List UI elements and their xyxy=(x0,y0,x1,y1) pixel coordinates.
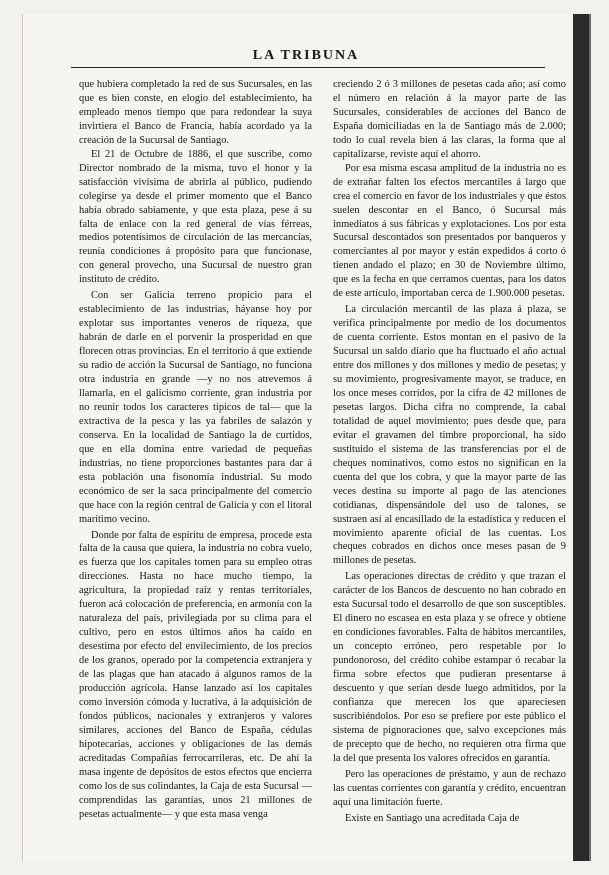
paragraph: Por esa misma escasa amplitud de la industria no es de extrañar falten los efectos mercantiles á largo que crea el comercio en favor de los industriales y que éstos suelen descontar en el Banco, ó Sucursal más inmediatos á sus fábricas y explotaciones. Los por esta Sucursal descontados son presentados por banqueros y comerciantes al por mayor y están expedidos á corto ó tienen andado el plazo; en 30 de Noviembre último, que es la fecha en que cerramos cuentas, para los datos de este artículo, importaban cerca de 1.900.000 pesetas. xyxy=(333,162,566,300)
paragraph: Existe en Santiago una acreditada Caja de xyxy=(345,812,520,824)
newspaper-page xyxy=(22,14,591,861)
paragraph: creciendo 2 ó 3 millones de pesetas cada año; así como el número en relación á la mayor parte de las Sucursales, considerables de acciones del Banco de España domiciliadas en la de Santiago más de 2.000; todo lo cual revela bien á las claras, la forma que al capitalizarse, reviste aquí el ahorro. xyxy=(333,79,566,160)
paragraph: Con ser Galicia terreno propicio para el establecimiento de las industrias, háyanse hoy por explotar sus importantes veneros de riqueza, que habrán de darle en el porvenir la prosperidad en que florecen otras provincias. En el territorio á que extiende su radio de acción la Sucursal de Santiago, no funciona otra industria en grande —y no nos atrevemos á llamarla, en el galicismo corriente, gran industria por no reunir todos los caracteres típicos de tal— que la extractiva de la pesca y las ya fabriles de salazón y conserva. En la localidad de Santiago la de curtidos, que en ella domina entre variedad de pequeñas industrias, no tiene proporciones bastantes para dar á esta población una fisonomía industrial. Su modo económico de ser la saca principalmente del comercio que hace con la región central de Galicia y con el litoral marítimo vecino. xyxy=(79,290,312,525)
left-column xyxy=(79,78,312,822)
paragraph: Pero las operaciones de préstamo, y aun de rechazo las cuentas corrientes con garantía y crédito, encuentran aquí una limitación fuerte. xyxy=(333,768,566,808)
paragraph: El 21 de Octubre de 1886, el que suscribe, como Director nombrado de la misma, tuvo el honor y la satisfacción vivísima de abrirla al público, pudiendo colegirse ya desde el primer momento que el Banco había obrado sabiamente, y que esta plaza, pese á su falta de enlace con la red general de vías férreas, medios potentísimos de circulación de las mercancías, reunía condiciones á propósito para que funcionase, con general provecho, una Sucursal de nuestro gran instituto de crédito. xyxy=(79,148,312,286)
page-header: LA TRIBUNA xyxy=(252,48,360,63)
paragraph: Las operaciones directas de crédito y que trazan el carácter de los Bancos de descuento no han cobrado en esta Sucursal todo el desarrollo de que son susceptibles. El dinero no escasea en esta plaza y se ofrece y obtiene en condiciones favorables. Falta de hábitos mercantiles, un concepto erróneo, pero respetable por lo pundonoroso, del crédito cohibe estampar ó recabar la firma sobre efectos que pudieran presentarse á descuento y que serían desde luego admitidos, por la confianza que merecen los que apareciesen suscribiéndolos. Por eso se prefiere por este público el sistema de pignoraciones que, salvo excepciones más de precepto que de hecho, no requieren otra firma que la del que presenta los valores ofrecidos en garantía. xyxy=(333,571,566,764)
binding-edge xyxy=(573,14,589,861)
right-column xyxy=(333,78,566,826)
paragraph: que hubiera completado la red de sus Sucursales, en las que es bien conste, en elogio del establecimiento, ha empleado menos tiempo que para redondear la suya invirtiera el Banco de Francia, había acordado ya la creación de la Sucursal de Santiago. xyxy=(79,79,312,146)
paragraph: La circulación mercantil de las plaza á plaza, se verifica principalmente por medio de los documentos de cuenta corriente. Estos montan en el pasivo de la Sucursal un saldo diario que ha fluctuado el año actual entre dos millones y dos millones y medio de pesetas; y su movimiento, progresivamente mayor, se traduce, en los once meses corridos, por la cifra de 42 millones de pesetas largos. Dicha cifra no comprende, la cabal totalidad de aquel movimiento; pues desde que, para evitar el gravamen del timbre proporcional, ha sido sustituido el sistema de las transferencias por el de cheques nominativos, como estos no significan en la cuenta del que los cobra, y que la mayor parte de las veces destina su importe al pago de las atenciones cotidianas, dispensándole del uso de talones, se sustraen así al encasillado de la estadística y reducen el movimiento aparente oficial de las cuentas. Los cheques cobrados en dichos once meses pasan de 9 millones de pesetas. xyxy=(333,304,566,567)
header-rule xyxy=(71,67,545,68)
paragraph: Donde por falta de espíritu de empresa, procede esta falta de la causa que quiera, la industria no cobra vuelo, es fuerza que los capitales tomen para su empleo otras direcciones. Hasta no hace mucho tiempo, la agricultura, la propiedad raíz y rentas territoriales, fueron acá colocación de preferencia, en armonía con la naturaleza del país, privilegiada por su clima para el cultivo, pero en estos últimos años ha caído en desestima por efecto del envilecimiento, de los precios de los granos, operado por la competencia extranjera y de las plagas que han atacado á algunos ramos de la producción agrícola. Hanse lanzado así los capitales como inversión cómoda y lucrativa, á la adquisición de fondos públicos, nacionales y extranjeros y valores similares, acciones del Banco de España, cédulas hipotecarias, acciones y obligaciones de las demás acreditadas Compañías ferrocarrileras, etc. De ahí la masa ingente de depósitos de estos efectos que encierra como los de sus colindantes, la Caja de esta Sucursal —comprendidas las garantías, unos 21 millones de pesetas actualmente— y que esta masa venga xyxy=(79,529,312,820)
